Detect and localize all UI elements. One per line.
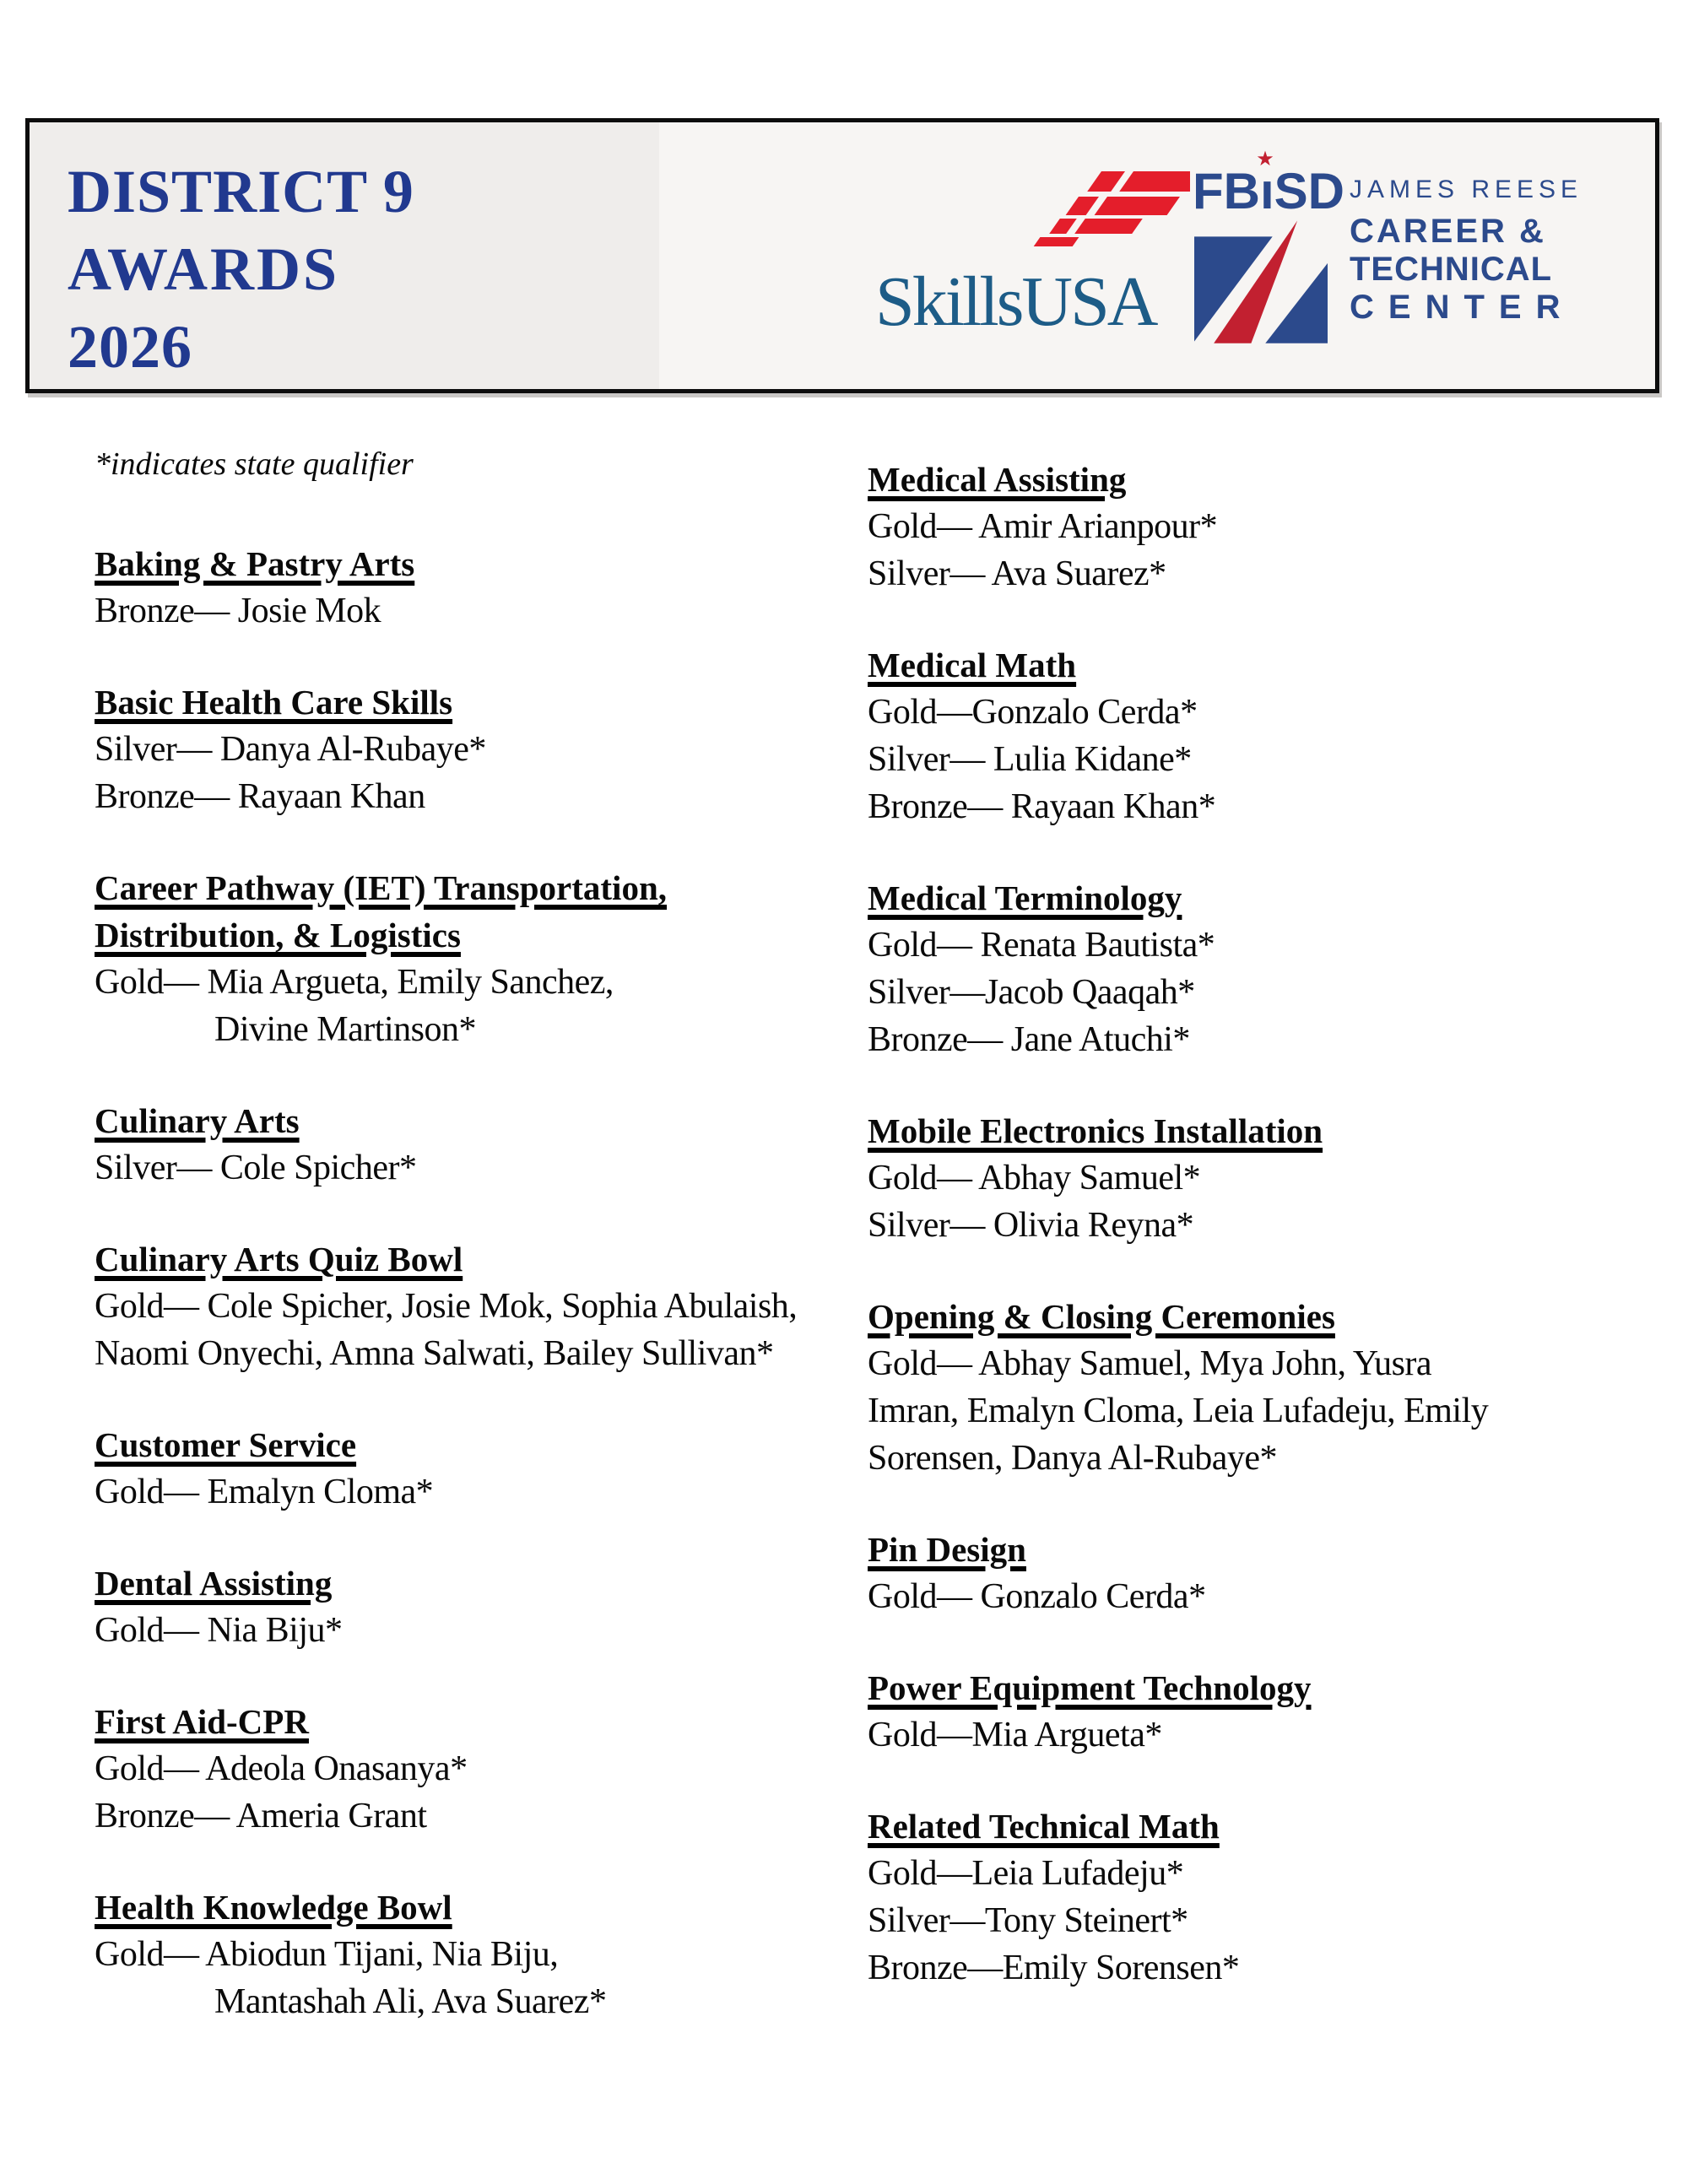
- award-line: Bronze— Rayaan Khan*: [868, 787, 1216, 826]
- award-line: Gold— Cole Spicher, Josie Mok, Sophia Abulaish,: [95, 1287, 798, 1326]
- skillsusa-stripes-icon: [992, 171, 1190, 256]
- award-line: Bronze— Jane Atuchi*: [868, 1020, 1190, 1059]
- award-line: Silver— Cole Spicher*: [95, 1149, 417, 1187]
- award-line: Silver— Lulia Kidane*: [868, 740, 1192, 779]
- award-line: Sorensen, Danya Al-Rubaye*: [868, 1439, 1278, 1478]
- category-heading: Baking & Pastry Arts: [95, 544, 415, 583]
- org-name-line: CAREER &: [1350, 213, 1546, 250]
- award-line: Silver—Jacob Qaaqah*: [868, 973, 1195, 1012]
- category-heading: Culinary Arts Quiz Bowl: [95, 1240, 463, 1279]
- award-line: Bronze— Rayaan Khan: [95, 777, 425, 816]
- category-heading: Culinary Arts: [95, 1101, 300, 1140]
- award-line: Gold— Gonzalo Cerda*: [868, 1577, 1206, 1616]
- award-section: [868, 456, 1661, 597]
- award-section: [868, 1664, 1661, 1759]
- award-section: [95, 1698, 871, 1840]
- fbisd-logo: [1193, 148, 1665, 390]
- org-name-line: CENTER: [1350, 289, 1575, 326]
- award-section: [868, 1803, 1661, 1992]
- category-heading: First Aid-CPR: [95, 1702, 309, 1741]
- award-line: Gold— Mia Argueta, Emily Sanchez,: [95, 963, 614, 1002]
- award-section: [95, 1235, 871, 1377]
- award-line: Gold— Emalyn Cloma*: [95, 1473, 434, 1511]
- title-line-district: DISTRICT 9: [68, 158, 414, 225]
- award-line: Silver— Olivia Reyna*: [868, 1206, 1194, 1245]
- category-heading: Career Pathway (IET) Transportation,: [95, 868, 668, 907]
- award-section: [868, 1293, 1661, 1482]
- page-title: [68, 153, 414, 386]
- award-section: [95, 1421, 871, 1516]
- award-section: [95, 1097, 871, 1192]
- award-line: Gold— Abiodun Tijani, Nia Biju,: [95, 1935, 559, 1974]
- award-line: Silver— Danya Al-Rubaye*: [95, 730, 486, 769]
- award-line: Bronze—Emily Sorensen*: [868, 1949, 1240, 1987]
- fbisd-wordmark: [1193, 148, 1345, 219]
- skillsusa-wordmark: SkillsUSA: [875, 262, 1156, 341]
- award-line: Silver— Ava Suarez*: [868, 554, 1166, 593]
- award-section: [95, 678, 871, 820]
- award-section: [95, 1560, 871, 1654]
- title-line-awards: AWARDS: [68, 235, 340, 303]
- header-banner: [25, 118, 1659, 393]
- org-name-line: JAMES REESE: [1350, 176, 1583, 203]
- award-line: Bronze— Ameria Grant: [95, 1797, 427, 1835]
- award-section: [95, 864, 871, 1053]
- award-line: Gold— Amir Arianpour*: [868, 507, 1218, 546]
- award-section: [95, 540, 871, 635]
- award-line: Gold— Abhay Samuel*: [868, 1159, 1201, 1197]
- category-heading: Medical Math: [868, 646, 1077, 684]
- award-line: Gold— Nia Biju*: [95, 1611, 343, 1650]
- fbisd-wordmark-i: ★ ı: [1256, 148, 1274, 219]
- fbisd-emblem-icon: [1194, 214, 1328, 349]
- award-line: Silver—Tony Steinert*: [868, 1901, 1188, 1940]
- category-heading: Basic Health Care Skills: [95, 683, 453, 722]
- fbisd-wordmark-left: FB: [1193, 163, 1260, 219]
- fbisd-org-name: [1350, 175, 1582, 327]
- skillsusa-logo: [850, 170, 1188, 389]
- award-line: Divine Martinson*: [214, 1010, 476, 1049]
- award-section: [868, 874, 1661, 1063]
- category-heading: Power Equipment Technology: [868, 1668, 1312, 1707]
- award-section: [868, 1107, 1661, 1249]
- awards-column-left: [95, 540, 871, 2069]
- award-line: Gold—Mia Argueta*: [868, 1716, 1162, 1754]
- award-section: [868, 1526, 1661, 1620]
- award-line: Bronze— Josie Mok: [95, 592, 381, 630]
- category-heading: Health Knowledge Bowl: [95, 1888, 452, 1927]
- fbisd-wordmark-right: SD: [1274, 163, 1345, 219]
- fbisd-star-icon: ★: [1256, 148, 1274, 170]
- award-line: Naomi Onyechi, Amna Salwati, Bailey Sullivan*: [95, 1334, 774, 1373]
- award-line: Mantashah Ali, Ava Suarez*: [214, 1982, 607, 2021]
- category-heading: Opening & Closing Ceremonies: [868, 1297, 1335, 1336]
- award-line: Gold—Leia Lufadeju*: [868, 1854, 1184, 1893]
- award-section: [868, 641, 1661, 830]
- award-line: Imran, Emalyn Cloma, Leia Lufadeju, Emily: [868, 1392, 1489, 1430]
- category-heading: Customer Service: [95, 1425, 357, 1464]
- category-heading: Related Technical Math: [868, 1807, 1220, 1846]
- award-line: Gold—Gonzalo Cerda*: [868, 693, 1198, 732]
- category-heading: Medical Assisting: [868, 460, 1127, 499]
- category-heading: Pin Design: [868, 1530, 1026, 1569]
- title-line-year: 2026: [68, 313, 192, 381]
- award-line: Gold— Adeola Onasanya*: [95, 1749, 468, 1788]
- category-heading: Dental Assisting: [95, 1564, 333, 1603]
- award-section: [95, 1884, 871, 2025]
- org-name-line: TECHNICAL: [1350, 251, 1553, 288]
- award-line: Gold— Renata Bautista*: [868, 926, 1215, 965]
- state-qualifier-note: *indicates state qualifier: [95, 446, 414, 482]
- category-heading: Medical Terminology: [868, 878, 1182, 917]
- awards-column-right: [868, 456, 1661, 2035]
- award-line: Gold— Abhay Samuel, Mya John, Yusra: [868, 1344, 1432, 1383]
- category-heading: Mobile Electronics Installation: [868, 1111, 1323, 1150]
- category-heading: Distribution, & Logistics: [95, 916, 461, 954]
